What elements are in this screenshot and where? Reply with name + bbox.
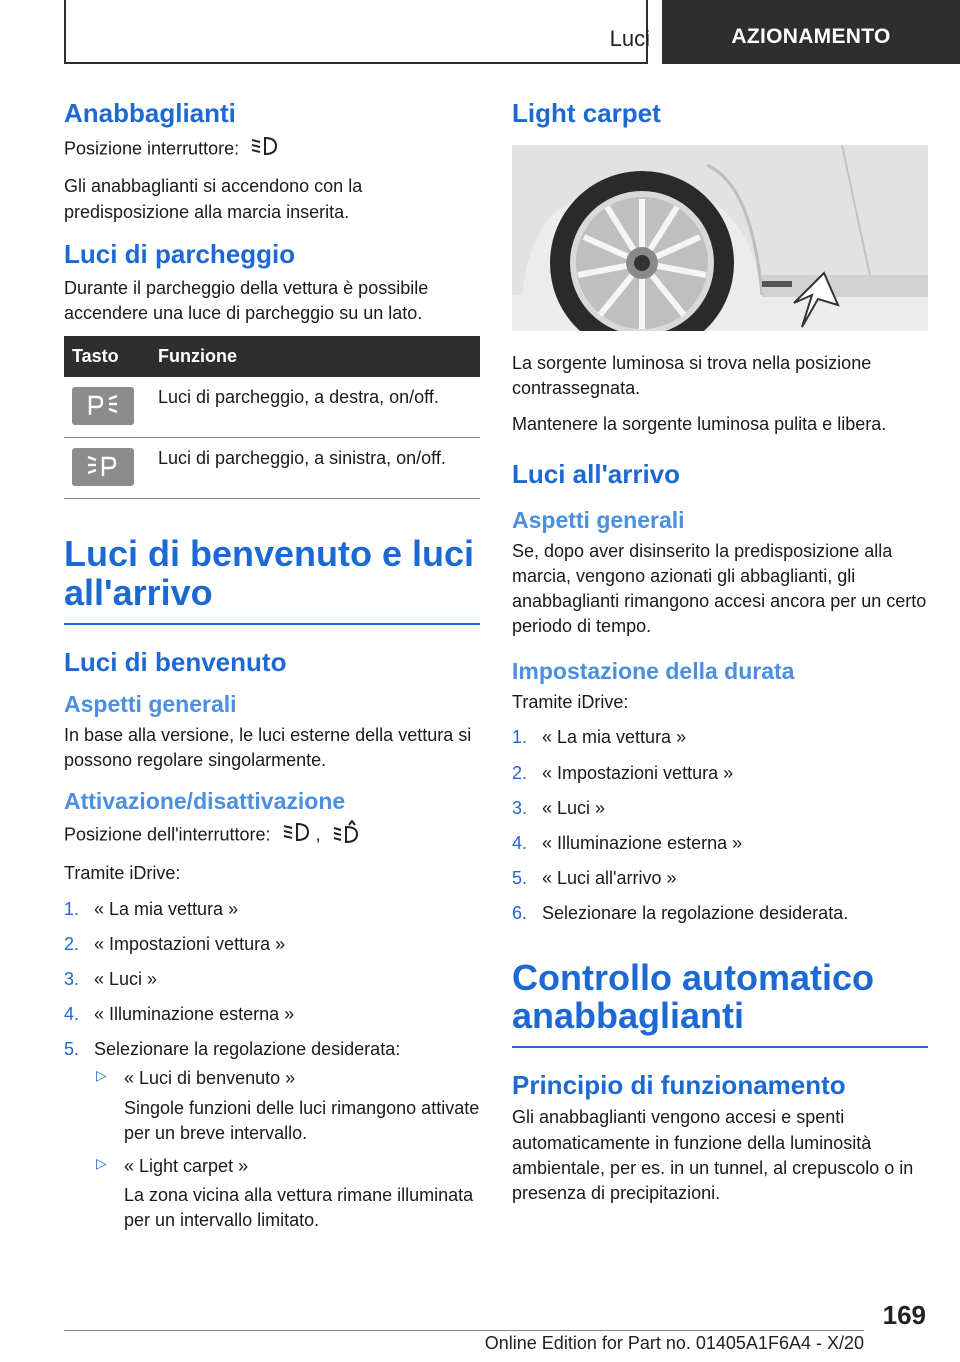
step-text: « Illuminazione esterna »: [94, 1004, 295, 1025]
step-number: 4.: [64, 1004, 80, 1025]
chapter-tab: AZIONAMENTO: [662, 0, 960, 64]
heading-attivazione: Attivazione/disattivazione: [64, 788, 346, 815]
step-text: « La mia vettura »: [542, 727, 687, 748]
sub-item-label: « Light carpet »: [124, 1156, 249, 1176]
parking-light-left-icon: [72, 448, 134, 486]
step-number: 2.: [512, 762, 528, 783]
parcheggio-text: Durante il parcheggio della vettura è possibile accendere una luce di parcheggio su un lato.: [64, 277, 429, 324]
table-row: [64, 377, 480, 438]
step-text: « Illuminazione esterna »: [542, 832, 743, 853]
step-text: « Luci all'arrivo »: [542, 868, 677, 889]
switch-position-label: Posizione dell'interruttore:: [64, 824, 271, 845]
step-number: 1.: [512, 727, 528, 748]
light-carpet-text-1: La sorgente luminosa si trova nella posizione contrassegnata.: [512, 353, 872, 399]
step-number: 3.: [64, 968, 80, 989]
low-beam-icon: [282, 821, 310, 850]
sub-item-text: Singole funzioni delle luci rimangono attivate per un breve intervallo.: [124, 1097, 480, 1143]
step-number: 6.: [512, 903, 528, 924]
step-text: « La mia vettura »: [94, 898, 239, 919]
list-item: [512, 796, 928, 821]
step-text: « Luci »: [94, 968, 158, 989]
sub-list-item: [94, 1154, 480, 1234]
heading-principio: Principio di funzionamento: [512, 1070, 846, 1101]
table-header-funzione: Funzione: [150, 336, 480, 377]
idrive-label-right: Tramite iDrive:: [512, 692, 629, 713]
step-number: 1.: [64, 898, 80, 919]
low-beam-icon: [250, 135, 278, 164]
arrivo-generali-text: Se, dopo aver disinserito la predisposizione alla marcia, vengono azionati gli abbaglianti, gli anabbaglianti rimangono accesi ancora per un certo periodo di tempo.: [512, 540, 927, 637]
switch-position-label: Posizione interruttore:: [64, 138, 240, 159]
footer-edition: Online Edition for Part no. 01405A1F6A4 - X/20: [64, 1330, 864, 1354]
list-item: [64, 932, 480, 957]
anabbaglianti-text: Gli anabbaglianti si accendono con la predisposizione alla marcia inserita.: [64, 176, 363, 222]
list-item: [512, 761, 928, 786]
sub-list-item: [94, 1066, 480, 1146]
switch-position-line: [64, 135, 480, 164]
page-number: 169: [882, 1300, 926, 1330]
header-frame: [64, 0, 648, 64]
arrivo-steps: [512, 725, 928, 926]
light-carpet-text-2: Mantenere la sorgente luminosa pulita e libera.: [512, 413, 887, 434]
step-number: 4.: [512, 832, 528, 853]
list-item: [64, 967, 480, 992]
table-cell-function: Luci di parcheggio, a sinistra, on/off.: [150, 438, 480, 499]
step-text: « Impostazioni vettura »: [542, 762, 734, 783]
principio-text: Gli anabbaglianti vengono accesi e spenti automaticamente in funzione della luminosità ambientale, per es. in un tunnel, al crepuscolo o in presenza di precipitazioni.: [512, 1107, 914, 1203]
heading-benvenuto-section: Luci di benvenuto e luci all'arrivo: [64, 535, 480, 625]
switch-position-line-2: [64, 820, 480, 851]
triangle-bullet-icon: ▷: [96, 1155, 107, 1171]
step-text: « Impostazioni vettura »: [94, 933, 286, 954]
section-title: Luci: [609, 26, 650, 51]
generali-text: In base alla versione, le luci esterne della vettura si possono regolare singolarmente.: [64, 725, 472, 771]
list-item: [512, 725, 928, 750]
sub-options: [94, 1066, 480, 1233]
step-number: 2.: [64, 933, 80, 954]
left-column: [64, 98, 480, 1244]
benvenuto-steps: [64, 897, 480, 1234]
heading-anabbaglianti: Anabbaglianti: [64, 98, 236, 128]
table-header-tasto: Tasto: [64, 336, 150, 377]
car-wheel-illustration: [512, 145, 928, 331]
comma-separator: ,: [315, 824, 321, 845]
list-item: [64, 1037, 480, 1233]
list-item: [64, 1002, 480, 1027]
step-text: « Luci »: [542, 797, 606, 818]
idrive-label: Tramite iDrive:: [64, 863, 181, 884]
list-item: [64, 897, 480, 922]
parking-light-right-icon: [72, 387, 134, 425]
list-item: [512, 901, 928, 926]
heading-luci-benvenuto: Luci di benvenuto: [64, 647, 287, 678]
list-item: [512, 831, 928, 856]
heading-light-carpet: Light carpet: [512, 98, 661, 128]
heading-durata: Impostazione della durata: [512, 658, 795, 685]
list-item: [512, 866, 928, 891]
step-text: Selezionare la regolazione desiderata:: [94, 1039, 401, 1060]
table-cell-function: Luci di parcheggio, a destra, on/off.: [150, 377, 480, 438]
table-row: [64, 438, 480, 499]
heading-aspetti-generali-arrivo: Aspetti generali: [512, 506, 685, 533]
step-number: 5.: [64, 1039, 80, 1060]
step-number: 3.: [512, 797, 528, 818]
heading-aspetti-generali: Aspetti generali: [64, 691, 237, 718]
sub-item-text: La zona vicina alla vettura rimane illuminata per un intervallo limitato.: [124, 1185, 474, 1231]
heading-controllo-section: Controllo automatico anabbaglianti: [512, 959, 928, 1049]
auto-light-icon: [332, 820, 360, 851]
step-number: 5.: [512, 868, 528, 889]
parking-keys-table: [64, 336, 480, 499]
step-text: Selezionare la regolazione desiderata.: [542, 903, 849, 924]
triangle-bullet-icon: ▷: [96, 1067, 107, 1084]
heading-luci-arrivo: Luci all'arrivo: [512, 458, 681, 489]
right-column: [512, 98, 928, 1216]
heading-parcheggio: Luci di parcheggio: [64, 238, 296, 269]
sub-item-label: « Luci di benvenuto »: [124, 1068, 296, 1089]
